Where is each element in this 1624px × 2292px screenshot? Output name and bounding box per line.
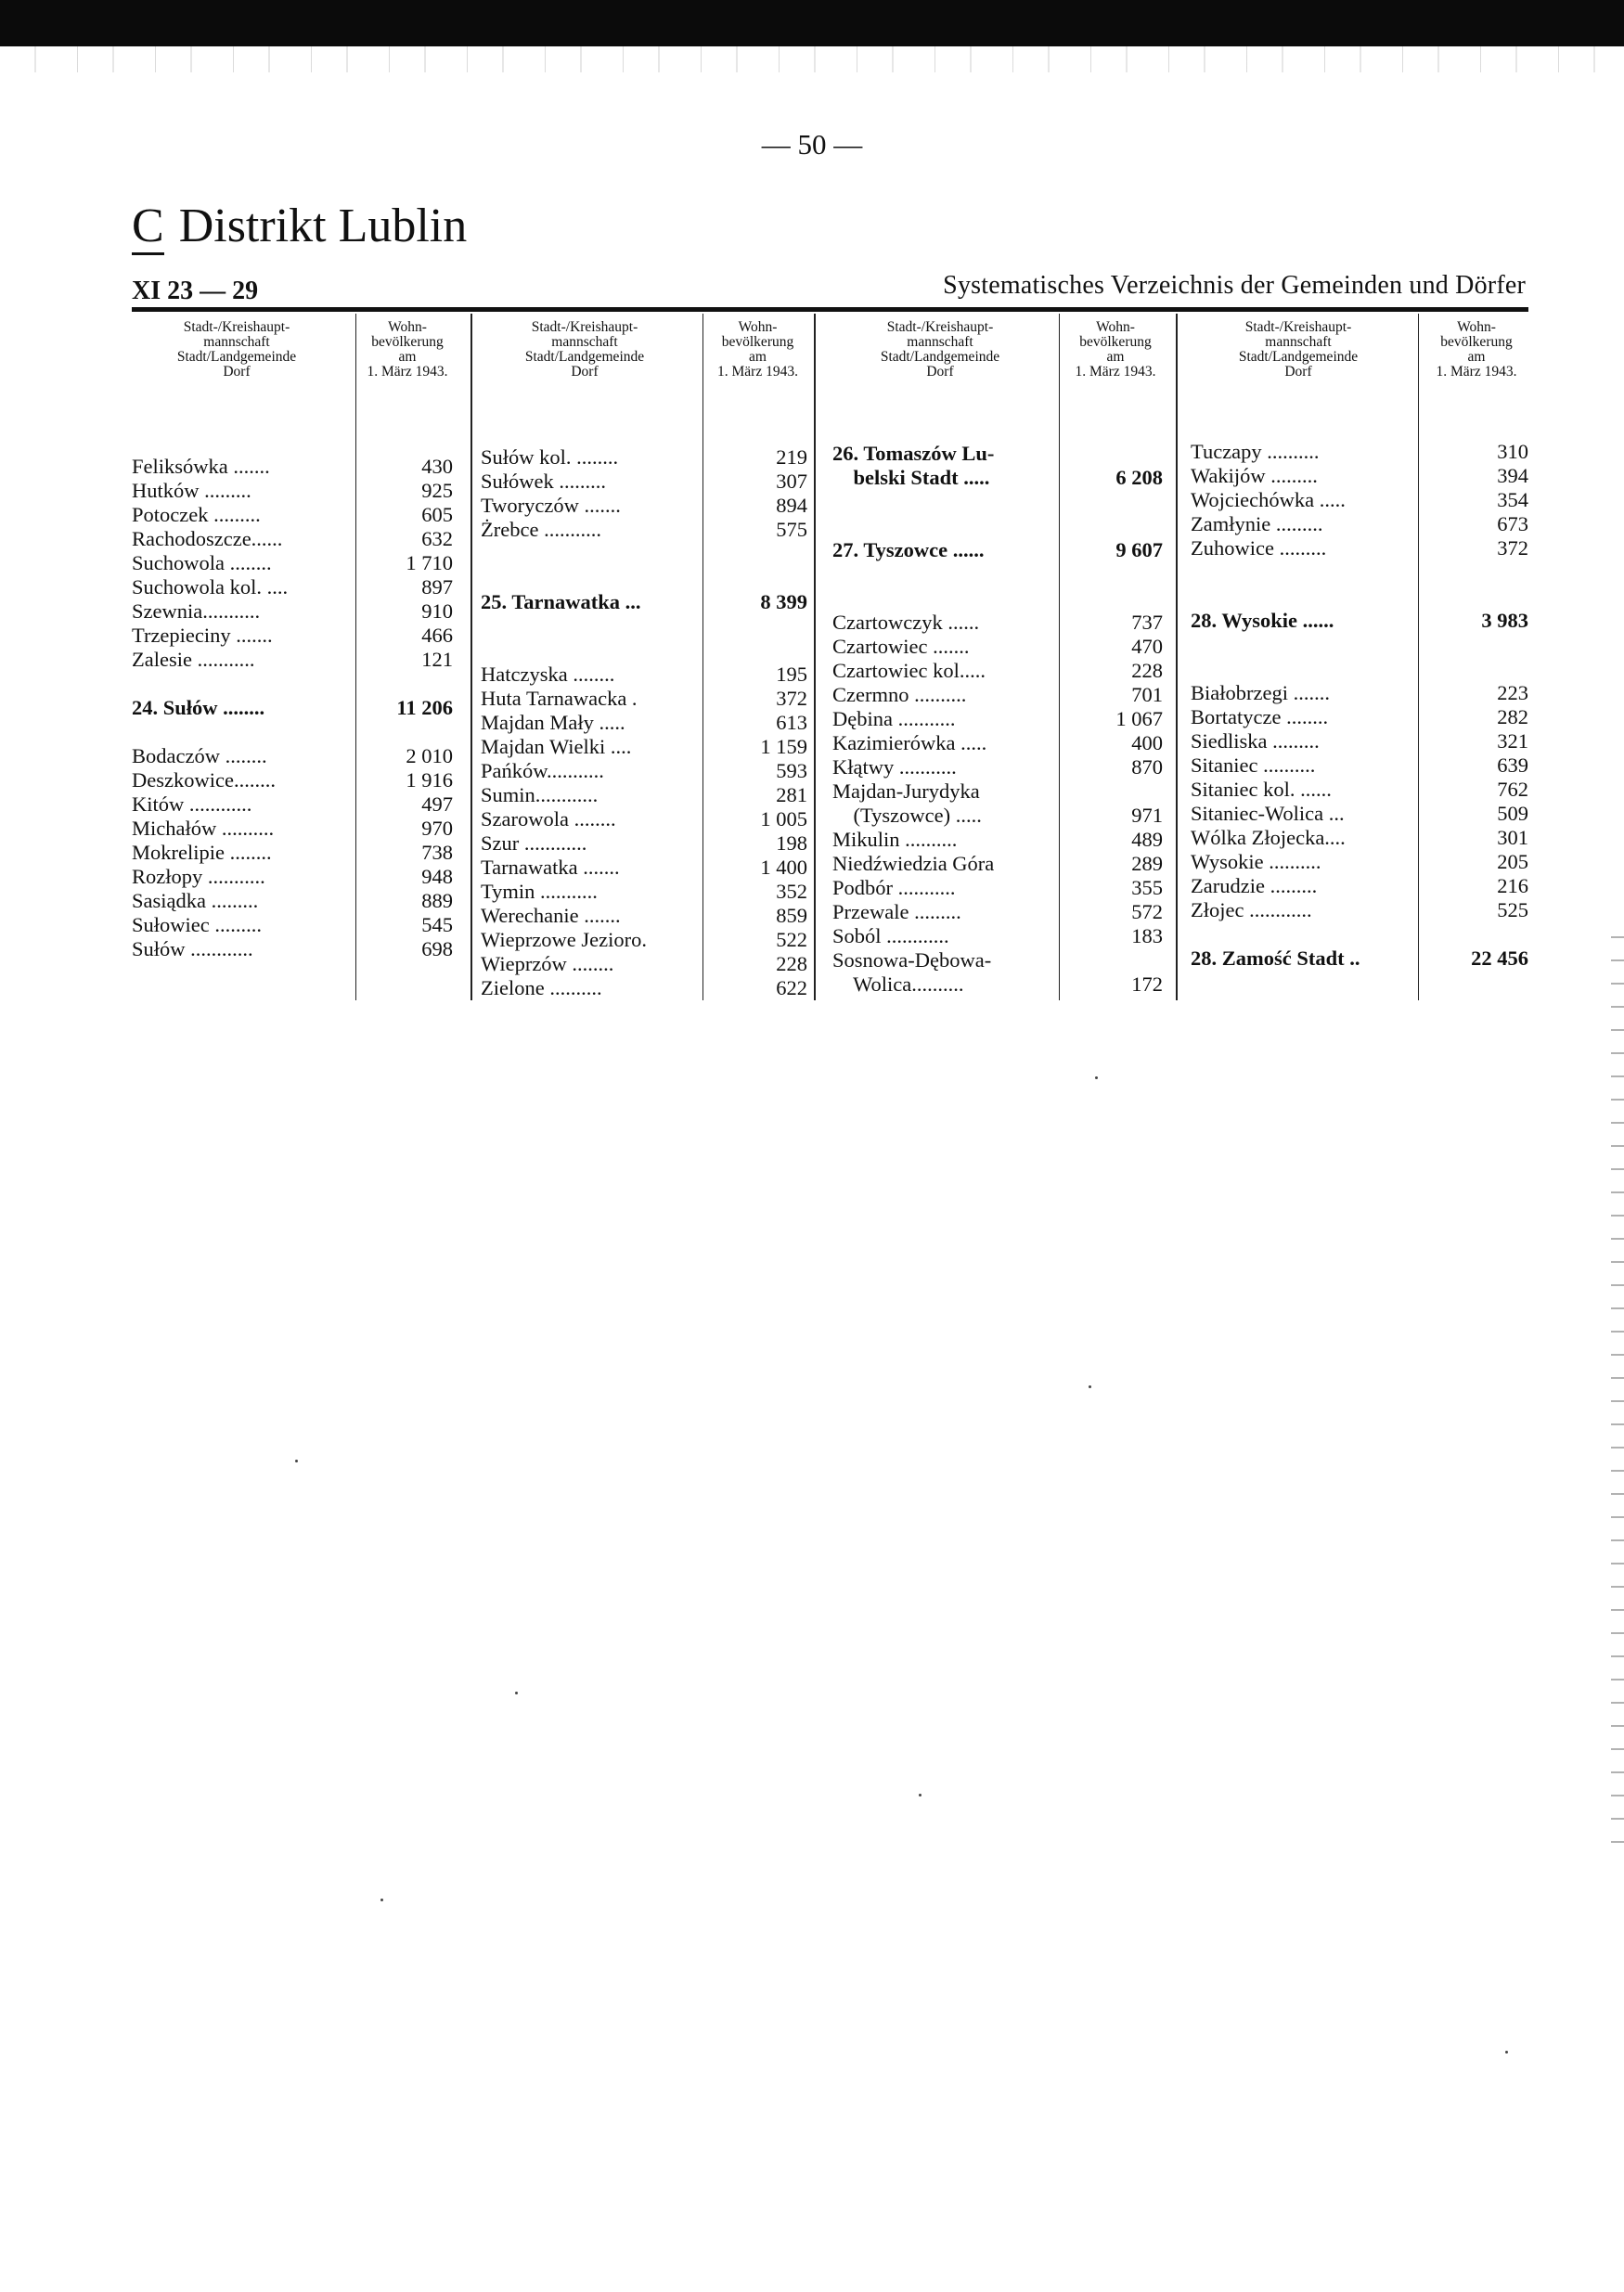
header-line: Stadt/Landgemeinde	[524, 349, 645, 365]
village-name: Czermno ..........	[832, 683, 967, 706]
gemeinde-name: 28. Zamość Stadt ..	[1191, 946, 1360, 970]
population-value: 1 710	[406, 551, 453, 574]
village-name: Złojec ............	[1191, 898, 1312, 921]
village-name: Tymin ...........	[481, 880, 598, 903]
header-line: mannschaft	[203, 334, 270, 350]
scan-speck	[295, 1460, 298, 1462]
column-header-population	[356, 320, 458, 380]
village-name: Bortatycze ........	[1191, 705, 1329, 728]
page-heading	[132, 202, 467, 255]
village-name: Zalesie ...........	[132, 648, 255, 671]
population-value: 198	[776, 831, 807, 855]
population-value: 223	[1497, 681, 1528, 704]
population-value: 870	[1131, 755, 1163, 779]
village-name: Tworyczów .......	[481, 494, 621, 517]
header-line: Wohn-	[738, 319, 778, 335]
scan-speck	[919, 1794, 922, 1796]
header-line: bevölkerung	[371, 334, 444, 350]
population-value: 219	[776, 445, 807, 469]
village-name: Wysokie ..........	[1191, 850, 1321, 873]
header-line: Wohn-	[1096, 319, 1135, 335]
header-line: am	[1467, 349, 1486, 365]
header-line: Wohn-	[388, 319, 427, 335]
header-line: Stadt/Landgemeinde	[880, 349, 1000, 365]
village-name: Suchowola kol. ....	[132, 575, 289, 599]
column-header-name	[1187, 320, 1410, 380]
population-value: 622	[776, 976, 807, 999]
population-value: 195	[776, 663, 807, 686]
village-name: Suchowola ........	[132, 551, 272, 574]
header-line: Dorf	[926, 364, 954, 380]
village-name: Hutków .........	[132, 479, 251, 502]
village-name: Hatczyska ........	[481, 663, 615, 686]
population-value: 430	[421, 455, 453, 478]
village-name: Sułów ............	[132, 937, 253, 960]
population-value: 321	[1497, 729, 1528, 753]
population-value: 289	[1131, 852, 1163, 875]
village-name: Kłątwy ...........	[832, 755, 957, 779]
population-value: 1 067	[1115, 707, 1163, 730]
population-value: 1 400	[760, 856, 807, 879]
village-name: Michałów ..........	[132, 817, 275, 840]
village-name: Wieprzowe Jezioro.	[481, 928, 648, 951]
village-name: Sitaniec ..........	[1191, 753, 1316, 777]
header-line: Stadt-/Kreishaupt-	[1244, 319, 1352, 335]
population-value: 525	[1497, 898, 1528, 921]
village-name: Tuczapy ..........	[1191, 440, 1320, 463]
population-value: 737	[1131, 611, 1163, 634]
header-line: Stadt/Landgemeinde	[176, 349, 297, 365]
population-value: 948	[421, 865, 453, 888]
village-name: Kazimierówka .....	[832, 731, 987, 754]
heading-letter: C	[132, 202, 164, 255]
population-value: 400	[1131, 731, 1163, 754]
population-value: 639	[1497, 753, 1528, 777]
column-rule	[1059, 314, 1060, 1000]
village-name: Sułów kol. ........	[481, 445, 619, 469]
population-value: 593	[776, 759, 807, 782]
village-name: Majdan-Jurydyka	[832, 779, 980, 803]
column-header-name	[477, 320, 692, 380]
village-name: Szewnia...........	[132, 599, 261, 623]
population-value: 522	[776, 928, 807, 951]
header-line: Dorf	[1284, 364, 1312, 380]
population-value: 762	[1497, 778, 1528, 801]
village-name: Sułówek .........	[481, 470, 606, 493]
scan-noise	[0, 46, 1624, 72]
header-line: 1. März 1943.	[1436, 364, 1517, 380]
scan-right-edge	[1611, 928, 1624, 1856]
column-header-population	[1063, 320, 1168, 380]
population-value: 9 607	[1115, 538, 1163, 561]
gemeinde-name: 25. Tarnawatka ...	[481, 590, 641, 613]
village-name: Zarudzie .........	[1191, 874, 1318, 897]
village-name: Żrebce ...........	[481, 518, 601, 541]
heading-title: Distrikt Lublin	[178, 200, 468, 252]
population-value: 613	[776, 711, 807, 734]
population-value: 2 010	[406, 744, 453, 767]
village-name: Bodaczów ........	[132, 744, 267, 767]
page-number: — 50 —	[761, 128, 863, 161]
header-line: Dorf	[223, 364, 251, 380]
header-line: Stadt-/Kreishaupt-	[886, 319, 994, 335]
block-rule	[470, 314, 472, 1000]
village-name: Dębina ...........	[832, 707, 956, 730]
population-value: 925	[421, 479, 453, 502]
population-value: 216	[1497, 874, 1528, 897]
population-value: 310	[1497, 440, 1528, 463]
population-value: 6 208	[1115, 466, 1163, 489]
header-line: Stadt/Landgemeinde	[1238, 349, 1359, 365]
village-name: Podbór ...........	[832, 876, 956, 899]
column-header-name	[829, 320, 1051, 380]
population-value: 859	[776, 904, 807, 927]
header-line: Stadt-/Kreishaupt-	[183, 319, 290, 335]
village-name: Tarnawatka .......	[481, 856, 620, 879]
village-name: Wólka Złojecka....	[1191, 826, 1346, 849]
village-name: Białobrzegi .......	[1191, 681, 1330, 704]
population-value: 897	[421, 575, 453, 599]
village-name: Majdan Mały .....	[481, 711, 625, 734]
population-value: 394	[1497, 464, 1528, 487]
population-value: 738	[421, 841, 453, 864]
population-value: 307	[776, 470, 807, 493]
population-value: 183	[1131, 924, 1163, 947]
gemeinde-name: 26. Tomaszów Lu-	[832, 442, 995, 465]
population-value: 372	[1497, 536, 1528, 560]
population-value: 572	[1131, 900, 1163, 923]
population-value: 301	[1497, 826, 1528, 849]
village-name: Czartowiec kol.....	[832, 659, 986, 682]
population-value: 355	[1131, 876, 1163, 899]
village-name: Feliksówka .......	[132, 455, 270, 478]
village-name: Siedliska .........	[1191, 729, 1320, 753]
header-line: mannschaft	[907, 334, 973, 350]
village-name: Rozłopy ...........	[132, 865, 265, 888]
village-name: Sitaniec-Wolica ...	[1191, 802, 1345, 825]
scan-speck	[380, 1899, 383, 1901]
header-line: mannschaft	[1265, 334, 1332, 350]
block-rule	[1176, 314, 1178, 1000]
gemeinde-name: 28. Wysokie ......	[1191, 609, 1334, 632]
village-name: Wolica..........	[832, 972, 964, 996]
village-name: Kitów ............	[132, 792, 252, 816]
village-name: Potoczek .........	[132, 503, 261, 526]
population-value: 910	[421, 599, 453, 623]
village-name: Czartowczyk ......	[832, 611, 980, 634]
village-name: Mikulin ..........	[832, 828, 958, 851]
population-value: 698	[421, 937, 453, 960]
village-name: Przewale .........	[832, 900, 961, 923]
population-value: 205	[1497, 850, 1528, 873]
header-line: bevölkerung	[1079, 334, 1152, 350]
population-value: 372	[776, 687, 807, 710]
population-value: 281	[776, 783, 807, 806]
village-name: Werechanie .......	[481, 904, 621, 927]
scan-speck	[1095, 1076, 1098, 1079]
village-name: Szarowola ........	[481, 807, 616, 831]
population-value: 3 983	[1481, 609, 1528, 632]
header-line: mannschaft	[551, 334, 618, 350]
population-value: 971	[1131, 804, 1163, 827]
scan-top-border	[0, 0, 1624, 46]
village-name: Zuhowice .........	[1191, 536, 1327, 560]
population-value: 11 206	[396, 696, 453, 719]
header-line: Wohn-	[1457, 319, 1496, 335]
header-line: am	[398, 349, 417, 365]
population-value: 545	[421, 913, 453, 936]
header-line: 1. März 1943.	[367, 364, 448, 380]
scan-speck	[1089, 1385, 1091, 1388]
gemeinde-name: 27. Tyszowce ......	[832, 538, 985, 561]
gemeinde-name: belski Stadt .....	[832, 466, 990, 489]
population-value: 470	[1131, 635, 1163, 658]
village-name: Soból ............	[832, 924, 949, 947]
population-value: 8 399	[760, 590, 807, 613]
village-name: Czartowiec .......	[832, 635, 970, 658]
population-value: 605	[421, 503, 453, 526]
section-subtitle: Systematisches Verzeichnis der Gemeinden und Dörfer	[943, 271, 1526, 300]
village-name: Zamłynie .........	[1191, 512, 1323, 535]
village-name: Szur ............	[481, 831, 587, 855]
population-value: 575	[776, 518, 807, 541]
village-name: Sułowiec .........	[132, 913, 262, 936]
village-name: (Tyszowce) .....	[832, 804, 982, 827]
population-value: 701	[1131, 683, 1163, 706]
population-value: 228	[776, 952, 807, 975]
section-code: XI 23 — 29	[132, 277, 259, 305]
population-value: 894	[776, 494, 807, 517]
population-value: 970	[421, 817, 453, 840]
column-header-population	[702, 320, 813, 380]
header-line: 1. März 1943.	[1075, 364, 1156, 380]
header-line: bevölkerung	[721, 334, 794, 350]
village-name: Wojciechówka .....	[1191, 488, 1346, 511]
village-name: Sosnowa-Dębowa-	[832, 948, 992, 972]
population-value: 354	[1497, 488, 1528, 511]
scan-speck	[515, 1692, 518, 1694]
population-value: 172	[1131, 972, 1163, 996]
population-value: 352	[776, 880, 807, 903]
population-value: 1 159	[760, 735, 807, 758]
village-name: Majdan Wielki ....	[481, 735, 632, 758]
population-value: 889	[421, 889, 453, 912]
village-name: Pańków...........	[481, 759, 604, 782]
village-name: Rachodoszcze......	[132, 527, 283, 550]
column-header-name	[128, 320, 345, 380]
block-rule	[814, 314, 816, 1000]
header-line: am	[1106, 349, 1125, 365]
population-value: 1 005	[760, 807, 807, 831]
population-value: 1 916	[406, 768, 453, 792]
header-line: 1. März 1943.	[717, 364, 798, 380]
population-value: 497	[421, 792, 453, 816]
village-name: Sitaniec kol. ......	[1191, 778, 1332, 801]
population-value: 22 456	[1471, 946, 1528, 970]
header-line: bevölkerung	[1440, 334, 1513, 350]
scan-speck	[1505, 2051, 1508, 2054]
population-value: 228	[1131, 659, 1163, 682]
header-line: Dorf	[571, 364, 599, 380]
population-value: 489	[1131, 828, 1163, 851]
header-rule	[132, 307, 1528, 312]
village-name: Zielone ..........	[481, 976, 602, 999]
population-value: 466	[421, 624, 453, 647]
population-value: 632	[421, 527, 453, 550]
village-name: Huta Tarnawacka .	[481, 687, 638, 710]
header-line: am	[749, 349, 767, 365]
village-name: Trzepieciny .......	[132, 624, 273, 647]
village-name: Deszkowice........	[132, 768, 276, 792]
village-name: Wakijów .........	[1191, 464, 1318, 487]
column-header-population	[1419, 320, 1534, 380]
population-value: 673	[1497, 512, 1528, 535]
population-value: 282	[1497, 705, 1528, 728]
population-value: 121	[421, 648, 453, 671]
village-name: Wieprzów ........	[481, 952, 614, 975]
village-name: Sasiądka .........	[132, 889, 259, 912]
gemeinde-name: 24. Sułów ........	[132, 696, 265, 719]
population-value: 509	[1497, 802, 1528, 825]
header-line: Stadt-/Kreishaupt-	[531, 319, 638, 335]
village-name: Sumin............	[481, 783, 599, 806]
village-name: Niedźwiedzia Góra	[832, 852, 995, 875]
village-name: Mokrelipie ........	[132, 841, 272, 864]
